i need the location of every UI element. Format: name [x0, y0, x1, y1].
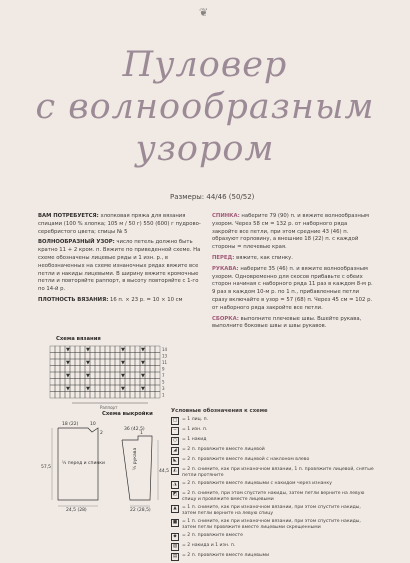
- chart-cell: [110, 385, 115, 392]
- sleeve-label: ½ рукава: [133, 447, 138, 470]
- chart-cell: [90, 353, 95, 360]
- chart-cell: [125, 392, 130, 399]
- chart-cell: [75, 372, 80, 379]
- chart-cell: [60, 372, 65, 379]
- legend-item: [171, 467, 376, 479]
- knitting-chart-row-numbers: [162, 347, 168, 398]
- chart-stitch-icon: ▼: [86, 373, 90, 379]
- chart-cell: [100, 366, 105, 373]
- chart-cell: [140, 353, 145, 360]
- chart-cell: [130, 366, 135, 373]
- chart-cell: [80, 359, 85, 366]
- chart-cell: [90, 346, 95, 353]
- chart-cell: [75, 359, 80, 366]
- chart-cell: [50, 353, 55, 360]
- title-line-3: узором: [135, 129, 275, 169]
- legend-symbol-icon: ▧: [172, 544, 178, 549]
- chart-cell: [60, 359, 65, 366]
- sleeve-width-label: 22 (28,5): [130, 508, 151, 513]
- chart-stitch-icon: ▼: [86, 386, 90, 392]
- chart-cell: [155, 372, 160, 379]
- chart-cell: [115, 385, 120, 392]
- chart-cell: [75, 392, 80, 399]
- decor-ornament-icon: ❦: [199, 6, 209, 19]
- chart-cell: [100, 359, 105, 366]
- chart-cell: [150, 392, 155, 399]
- chart-cell: [70, 372, 75, 379]
- legend-text: = 1 лиц. п.: [182, 417, 209, 422]
- chart-cell: [95, 366, 100, 373]
- page-title: [0, 44, 410, 170]
- chart-cell: [60, 385, 65, 392]
- gauge-paragraph: [38, 297, 201, 305]
- chart-cell: [130, 359, 135, 366]
- chart-cell: [120, 392, 125, 399]
- chart-cell: [125, 385, 130, 392]
- chart-cell: [90, 359, 95, 366]
- chart-cell: [110, 359, 115, 366]
- chart-cell: [65, 392, 70, 399]
- chart-cell: [100, 372, 105, 379]
- chart-stitch-icon: ▼: [141, 360, 145, 366]
- chart-cell: [135, 385, 140, 392]
- chart-cell: [55, 385, 60, 392]
- chart-cell: [115, 366, 120, 373]
- chart-cell: [100, 379, 105, 386]
- chart-cell: [90, 379, 95, 386]
- chart-cell: [55, 359, 60, 366]
- chart-cell: [105, 379, 110, 386]
- chart-row-number: 7: [162, 373, 165, 378]
- chart-stitch-icon: ▼: [121, 373, 125, 379]
- chart-cell: [110, 346, 115, 353]
- chart-stitch-icon: ▼: [121, 386, 125, 392]
- chart-cell: [75, 366, 80, 373]
- assembly-text: выполните плечевые швы. Вшейте рукава, выполните боковые швы и швы рукавов.: [212, 315, 362, 330]
- chart-cell: [155, 359, 160, 366]
- chart-cell: [115, 379, 120, 386]
- body-width-label: 24,5 (28): [66, 508, 87, 513]
- legend-item: [171, 437, 376, 445]
- chart-cell: [70, 359, 75, 366]
- chart-cell: [65, 366, 70, 373]
- legend-text: = 1 изн. п.: [182, 427, 208, 432]
- chart-cell: [75, 346, 80, 353]
- chart-cell: [50, 346, 55, 353]
- chart-cell: [130, 379, 135, 386]
- legend-item: [171, 553, 376, 561]
- chart-stitch-icon: ▼: [121, 347, 125, 353]
- right-instructions: [212, 213, 374, 334]
- legend-item: [171, 533, 376, 541]
- chart-stitch-icon: ▼: [141, 386, 145, 392]
- chart-cell: [115, 392, 120, 399]
- materials-paragraph: [38, 213, 201, 236]
- chart-cell: [55, 392, 60, 399]
- chart-cell: [70, 346, 75, 353]
- legend-item: [171, 427, 376, 435]
- chart-cell: [120, 353, 125, 360]
- chart-row-number: 11: [162, 360, 168, 365]
- chart-stitch-icon: ▼: [141, 373, 145, 379]
- chart-stitch-icon: ▼: [121, 360, 125, 366]
- legend-symbol-icon: −: [171, 427, 179, 435]
- chart-cell: [80, 353, 85, 360]
- chart-cell: [50, 359, 55, 366]
- chart-cell: [70, 392, 75, 399]
- sizes-line: Размеры: 44/46 (50/52): [170, 193, 255, 201]
- shoulder-width-label: 18 (22): [62, 422, 79, 427]
- neck-depth-label: 10: [90, 422, 96, 427]
- chart-cell: [140, 366, 145, 373]
- chart-cell: [105, 353, 110, 360]
- chart-row-number: 3: [162, 386, 165, 391]
- chart-row-number: 13: [162, 353, 168, 359]
- legend-symbol-icon: ■: [172, 520, 178, 525]
- chart-row-number: 1: [162, 392, 165, 398]
- legend-item: [171, 519, 376, 531]
- chart-cell: [130, 346, 135, 353]
- chart-cell: [100, 392, 105, 399]
- chart-cell: [70, 366, 75, 373]
- legend-symbol-icon: ○: [171, 437, 179, 445]
- chart-cell: [95, 346, 100, 353]
- chart-cell: [140, 392, 145, 399]
- chart-cell: [95, 392, 100, 399]
- chart-cell: [60, 392, 65, 399]
- chart-title: Схема вязания: [56, 336, 101, 342]
- chart-cell: [140, 379, 145, 386]
- legend-text: = 2 п. провяжите вместе лицевой: [182, 447, 265, 452]
- back-label: СПИНКА:: [212, 213, 240, 219]
- legend-symbol-icon: ◆: [171, 533, 179, 541]
- sleeves-paragraph: [212, 266, 374, 313]
- chart-cell: [60, 346, 65, 353]
- chart-stitch-icon: ▼: [66, 386, 70, 392]
- knitting-chart-grid: [50, 346, 160, 398]
- chart-cell: [55, 372, 60, 379]
- chart-cell: [125, 353, 130, 360]
- back-front-label: ½ перед и спинки: [62, 461, 105, 466]
- title-line-2: с волнообразным: [35, 87, 375, 127]
- sleeve-height-label: 44,5: [159, 469, 170, 474]
- chart-cell: [75, 385, 80, 392]
- chart-cell: [145, 359, 150, 366]
- front-label: ПЕРЕД:: [212, 254, 235, 261]
- chart-cell: [130, 353, 135, 360]
- legend-item: [171, 417, 376, 425]
- chart-cell: [110, 353, 115, 360]
- chart-cell: [105, 366, 110, 373]
- chart-cell: [65, 379, 70, 386]
- legend-symbol-icon: ◮: [171, 481, 179, 489]
- legend-rows: [171, 417, 376, 561]
- legend-item: [171, 457, 376, 465]
- chart-cell: [145, 366, 150, 373]
- chart-cell: [50, 385, 55, 392]
- chart-cell: [155, 392, 160, 399]
- chart-cell: [70, 385, 75, 392]
- gauge-label: ПЛОТНОСТЬ ВЯЗАНИЯ:: [38, 296, 109, 303]
- chart-cell: [65, 353, 70, 360]
- materials-label: ВАМ ПОТРЕБУЕТСЯ:: [38, 213, 99, 219]
- chart-cell: [60, 366, 65, 373]
- chart-cell: [60, 379, 65, 386]
- chart-cell: [155, 366, 160, 373]
- chart-cell: [110, 372, 115, 379]
- chart-stitch-icon: ▼: [86, 347, 90, 353]
- chart-cell: [55, 366, 60, 373]
- legend-title: Условные обозначения к схеме: [171, 408, 268, 414]
- legend-symbol-icon: ◣: [171, 457, 179, 465]
- sleeve-top-label: 36 (42,5): [124, 427, 145, 432]
- legend-symbol-icon: ▤: [172, 554, 178, 559]
- pattern-paragraph: [38, 239, 201, 294]
- chart-cell: [100, 385, 105, 392]
- chart-stitch-icon: ▼: [66, 373, 70, 379]
- knitting-chart: [40, 344, 180, 410]
- chart-cell: [55, 346, 60, 353]
- chart-cell: [120, 379, 125, 386]
- chart-cell: [50, 379, 55, 386]
- chart-cell: [105, 392, 110, 399]
- materials-text: хлопковая пряжа для вязания спицами (100 % хлопка; 105 м / 50 г) 550 (600) г пудрово-серебристого цвета; спицы № 5: [38, 213, 201, 235]
- chart-cell: [135, 366, 140, 373]
- legend-symbol-icon: ◭: [171, 467, 179, 475]
- chart-cell: [145, 392, 150, 399]
- chart-cell: [75, 353, 80, 360]
- chart-stitch-icon: ▼: [86, 360, 90, 366]
- legend-item: [171, 505, 376, 517]
- chart-cell: [85, 392, 90, 399]
- sleeve-cap-label: 1: [140, 431, 143, 436]
- chart-row-number: 9: [162, 366, 165, 372]
- chart-cell: [125, 359, 130, 366]
- body-height-label: 57,5: [41, 465, 52, 470]
- left-instructions: [38, 213, 201, 308]
- back-paragraph: [212, 213, 374, 252]
- legend-text: = 1 п. снимите, как при изнаночном вязании, при этом спустите накиды, затем петли провяжите вместе лицевыми скрещенными: [182, 519, 361, 530]
- chart-cell: [95, 353, 100, 360]
- chart-cell: [85, 379, 90, 386]
- pattern-schematic: [40, 418, 170, 513]
- chart-cell: [70, 353, 75, 360]
- chart-cell: [55, 353, 60, 360]
- chart-stitch-icon: ▼: [66, 360, 70, 366]
- chart-cell: [95, 359, 100, 366]
- chart-cell: [50, 392, 55, 399]
- chart-cell: [80, 385, 85, 392]
- chart-cell: [90, 372, 95, 379]
- chart-cell: [155, 385, 160, 392]
- chart-cell: [120, 366, 125, 373]
- chart-cell: [125, 372, 130, 379]
- chart-cell: [135, 353, 140, 360]
- chart-cell: [90, 385, 95, 392]
- legend-symbol-icon: ▲: [171, 505, 179, 513]
- chart-cell: [155, 353, 160, 360]
- chart-cell: [80, 379, 85, 386]
- chart-cell: [105, 385, 110, 392]
- chart-cell: [130, 372, 135, 379]
- gauge-text: 16 п. × 23 р. = 10 × 10 см: [110, 296, 183, 303]
- chart-cell: [100, 353, 105, 360]
- legend-item: [171, 481, 376, 489]
- chart-cell: [80, 372, 85, 379]
- chart-cell: [95, 372, 100, 379]
- legend: [171, 408, 376, 563]
- chart-cell: [135, 379, 140, 386]
- chart-cell: [70, 379, 75, 386]
- chart-cell: [90, 392, 95, 399]
- chart-cell: [135, 359, 140, 366]
- chart-cell: [150, 372, 155, 379]
- neck-drop-label: 2: [100, 431, 103, 436]
- chart-cell: [115, 353, 120, 360]
- pattern-label: ВОЛНООБРАЗНЫЙ УЗОР:: [38, 239, 115, 246]
- sleeves-label: РУКАВА:: [212, 265, 239, 272]
- legend-text: = 2 накида и 1 изн. п.: [182, 543, 236, 548]
- chart-cell: [125, 366, 130, 373]
- chart-cell: [150, 379, 155, 386]
- chart-cell: [130, 385, 135, 392]
- chart-cell: [105, 359, 110, 366]
- chart-cell: [150, 366, 155, 373]
- chart-cell: [105, 372, 110, 379]
- chart-cell: [110, 392, 115, 399]
- chart-row-number: 14: [162, 347, 168, 352]
- chart-cell: [155, 346, 160, 353]
- legend-text: = 2 п. провяжите вместе лицевыми: [182, 553, 270, 558]
- chart-cell: [80, 366, 85, 373]
- chart-cell: [150, 359, 155, 366]
- legend-item: [171, 491, 376, 503]
- front-text: вяжите, как спинку.: [236, 254, 293, 261]
- chart-stitch-icon: ▼: [66, 347, 70, 353]
- legend-text: = 2 п. снимите, при этом спустите накиды, затем петли верните на левую спицу и провяжите вместе лицевыми: [182, 491, 365, 502]
- chart-cell: [145, 346, 150, 353]
- chart-cell: [95, 385, 100, 392]
- chart-cell: [155, 379, 160, 386]
- front-paragraph: [212, 255, 374, 263]
- back-text: наберите 79 (90) п. и вяжите волнообразным узором. Через 58 см = 132 р. от наборного ряда закройте все петли, при этом средние 43 (46) п. образуют горловину, а внешние 18 (22) п. с каждой стороны = плечевые края.: [212, 213, 370, 251]
- chart-cell: [60, 353, 65, 360]
- chart-cell: [145, 379, 150, 386]
- chart-cell: [55, 379, 60, 386]
- chart-stitch-icon: ▼: [141, 347, 145, 353]
- legend-symbol-icon: □: [172, 418, 178, 423]
- chart-cell: [85, 353, 90, 360]
- chart-cell: [80, 392, 85, 399]
- legend-text: = 2 п. провяжите вместе лицевыми с накидом через изнанку: [182, 481, 332, 486]
- legend-text: = 2 п. снимите, как при изнаночном вязании, 1 п. провяжите лицевой, снятые петли протяните: [182, 467, 374, 478]
- chart-cell: [115, 359, 120, 366]
- legend-text: = 1 п. снимите, как при изнаночном вязании, при этом спустите накиды, затем петли верните на левую спицу: [182, 505, 361, 516]
- legend-item: [171, 447, 376, 455]
- legend-text: = 2 п. провяжите вместе лицевой с наклоном влево: [182, 457, 310, 462]
- assembly-paragraph: [212, 316, 374, 332]
- chart-cell: [145, 353, 150, 360]
- chart-cell: [50, 366, 55, 373]
- chart-cell: [150, 353, 155, 360]
- chart-cell: [115, 346, 120, 353]
- chart-cell: [90, 366, 95, 373]
- chart-cell: [115, 372, 120, 379]
- chart-cell: [95, 379, 100, 386]
- chart-cell: [50, 372, 55, 379]
- chart-cell: [125, 379, 130, 386]
- legend-item: [171, 543, 376, 551]
- chart-cell: [145, 385, 150, 392]
- chart-cell: [150, 385, 155, 392]
- legend-text: = 2 п. провяжите вместе: [182, 533, 243, 538]
- sleeves-text: наберите 35 (46) п. и вяжите волнообразным узором. Одновременно для скосов прибавьте с обеих сторон начиная с наборного ряда 11 раз в каждом 8-м р. 9 раз в каждом 10-м р. по 1 п., прибавленные петли сразу включайте в узор = 57 (68) п. Через 45 см = 102 р. от наборного ряда закройте все петли.: [212, 265, 373, 311]
- chart-cell: [110, 366, 115, 373]
- chart-cell: [145, 372, 150, 379]
- chart-cell: [75, 379, 80, 386]
- rapport-label: Раппорт: [100, 405, 118, 410]
- title-line-1: Пуловер: [122, 45, 288, 85]
- chart-cell: [135, 372, 140, 379]
- schema-title: Схема выкройки: [102, 411, 153, 417]
- chart-cell: [135, 392, 140, 399]
- chart-cell: [85, 366, 90, 373]
- chart-cell: [130, 392, 135, 399]
- legend-symbol-icon: ◢: [171, 447, 179, 455]
- chart-cell: [100, 346, 105, 353]
- chart-cell: [110, 379, 115, 386]
- chart-cell: [80, 346, 85, 353]
- chart-cell: [135, 346, 140, 353]
- chart-cell: [125, 346, 130, 353]
- chart-cell: [150, 346, 155, 353]
- legend-text: = 1 накид: [182, 437, 207, 442]
- chart-row-number: 5: [162, 379, 165, 385]
- legend-symbol-icon: ◩: [172, 492, 178, 497]
- pattern-text: число петель должно быть кратно 11 + 2 кром. п. Вяжите по приведенной схеме. На схеме обозначены лицевые ряды и 1 изн. р., в необозначенных на схеме изнаночных рядах вяжите все петли и накиды лицевыми. В ширину вяжите кромочные петли и повторяйте раппорт, в высоту повторяйте с 1-го по 14-й р.: [38, 239, 201, 293]
- chart-cell: [105, 346, 110, 353]
- assembly-label: СБОРКА:: [212, 315, 239, 322]
